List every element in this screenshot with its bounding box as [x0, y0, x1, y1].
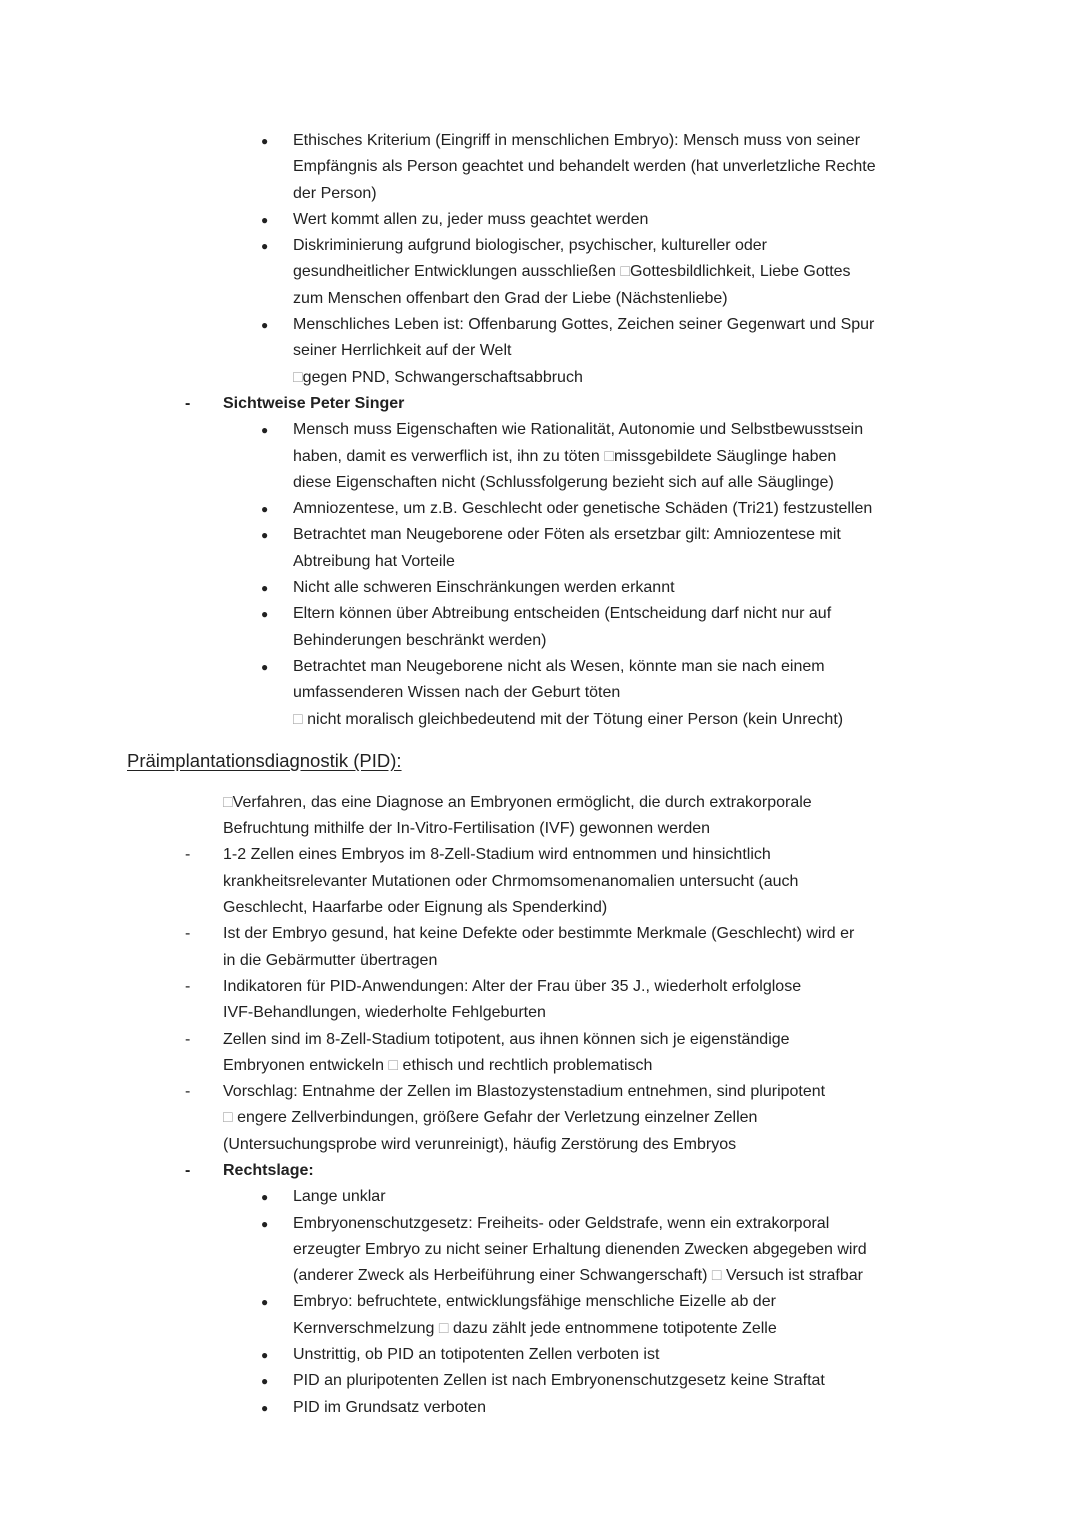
missing-glyph-box-icon: □: [293, 368, 303, 386]
item-text: Embryonenschutzgesetz: Freiheits- oder Geldstrafe, wenn ein extrakorporal erzeugter Embryo zu nicht seiner Erhaltung dienenden Zwecken abgegeben wird (anderer Zweck als Herbeiführung einer Schwangerschaft) □ Versuch ist strafbar: [293, 1214, 867, 1285]
bullet-marker-icon: ●: [261, 134, 269, 148]
missing-glyph-box-icon: □: [223, 793, 233, 811]
item-text: Ist der Embryo gesund, hat keine Defekte oder bestimmte Merkmale (Geschlecht) wird er in die Gebärmutter übertragen: [223, 925, 855, 969]
dash-item: [127, 1079, 970, 1158]
item-text: Zellen sind im 8-Zell-Stadium totipotent, aus ihnen können sich je eigenständige Embryonen entwickeln □ ethisch und rechtlich problematisch: [223, 1030, 790, 1074]
missing-glyph-box-icon: □: [620, 263, 630, 281]
item-text: Unstrittig, ob PID an totipotenten Zellen verboten ist: [293, 1346, 660, 1364]
dash-item: [127, 1027, 970, 1080]
bullet-item: [127, 1211, 970, 1290]
bullet-marker-icon: ●: [261, 1400, 269, 1415]
dash-item: [127, 842, 970, 921]
dash-marker-icon: -: [185, 1161, 191, 1179]
bullet-item: [127, 233, 970, 312]
section-heading: [127, 747, 970, 774]
item-text: 1-2 Zellen eines Embryos im 8-Zell-Stadium wird entnommen und hinsichtlich krankheitsrelevanter Mutationen oder Chrmomsomenanomalien untersucht (auch Geschlecht, Haarfarbe oder Eignung als Spenderkind): [223, 846, 799, 917]
item-text: PID an pluripotenten Zellen ist nach Embryonenschutzgesetz keine Straftat: [293, 1372, 825, 1390]
bullet-marker-icon: ●: [261, 607, 269, 622]
bullet-marker-icon: ●: [261, 212, 269, 227]
bullet-marker-icon: ●: [261, 1374, 269, 1389]
bullet-marker-icon: ●: [261, 318, 269, 333]
dash-marker-icon: -: [185, 925, 191, 943]
item-text: □Verfahren, das eine Diagnose an Embryonen ermöglicht, die durch extrakorporale Befruchtung mithilfe der In-Vitro-Fertilisation (IVF) gewonnen werden: [223, 793, 812, 838]
missing-glyph-box-icon: □: [293, 710, 303, 728]
bullet-item: [127, 312, 970, 391]
bullet-marker-icon: ●: [261, 528, 269, 543]
dash-marker-icon: -: [185, 394, 191, 412]
item-text: Rechtslage:: [223, 1161, 314, 1179]
bullet-item: [127, 1368, 970, 1394]
bullet-marker-icon: ●: [261, 1295, 269, 1310]
bullet-marker-icon: ●: [261, 239, 269, 254]
item-text: Mensch muss Eigenschaften wie Rationalität, Autonomie und Selbstbewusstsein haben, damit es verwerflich ist, ihn zu töten □missgebildete Säuglinge haben diese Eigenschaften nicht (Schlussfolgerung bezieht sich auf alle Säuglinge): [293, 421, 864, 491]
bullet-item: [127, 207, 970, 233]
item-text: Ethisches Kriterium (Eingriff in menschlichen Embryo): Mensch muss von seiner Empfängnis als Person geachtet und behandelt werden (hat unverletzliche Rechte der Person): [293, 132, 876, 202]
item-text: PID im Grundsatz verboten: [293, 1398, 486, 1416]
item-text: Eltern können über Abtreibung entscheiden (Entscheidung darf nicht nur auf Behinderungen beschränkt werden): [293, 605, 832, 649]
bullet-item: [127, 417, 970, 496]
bullet-marker-icon: ●: [261, 502, 269, 517]
item-text: Nicht alle schweren Einschränkungen werden erkannt: [293, 579, 675, 597]
item-text: Menschliches Leben ist: Offenbarung Gottes, Zeichen seiner Gegenwart und Spur seiner Herrlichkeit auf der Welt □gegen PND, Schwangerschaftsabbruch: [293, 316, 875, 386]
bullet-item: [127, 654, 970, 733]
missing-glyph-box-icon: □: [438, 1319, 449, 1337]
bullet-marker-icon: ●: [261, 659, 269, 674]
item-text: Amniozentese, um z.B. Geschlecht oder genetische Schäden (Tri21) festzustellen: [293, 500, 873, 518]
bullet-marker-icon: ●: [261, 1190, 269, 1205]
dash-marker-icon: -: [185, 1083, 191, 1101]
item-text: Betrachtet man Neugeborene oder Föten als ersetzbar gilt: Amniozentese mit Abtreibung hat Vorteile: [293, 526, 841, 570]
bullet-item: [127, 128, 970, 207]
bullet-item: [127, 1395, 970, 1421]
missing-glyph-box-icon: □: [604, 447, 614, 465]
dash-item: [127, 921, 970, 974]
bullet-item: [127, 1342, 970, 1368]
dash-item: [127, 974, 970, 1027]
item-text: Indikatoren für PID-Anwendungen: Alter der Frau über 35 J., wiederholt erfolglose IVF-Behandlungen, wiederholte Fehlgeburten: [223, 977, 802, 1022]
dash-marker-icon: -: [185, 977, 191, 995]
item-text: Vorschlag: Entnahme der Zellen im Blastozystenstadium entnehmen, sind pluripotent □ engere Zellverbindungen, größere Gefahr der Verletzung einzelner Zellen (Untersuchungsprobe wird verunreinigt), häufig Zerstörung des Embryos: [223, 1083, 826, 1153]
item-text: Embryo: befruchtete, entwicklungsfähige menschliche Eizelle ab der Kernverschmelzung □ dazu zählt jede entnommene totipotente Zelle: [293, 1293, 777, 1337]
plain-item: [127, 790, 970, 843]
bullet-marker-icon: ●: [261, 423, 269, 438]
bullet-marker-icon: ●: [261, 1348, 269, 1363]
item-text: Lange unklar: [293, 1188, 386, 1206]
document-content: [127, 128, 970, 1421]
item-text: Diskriminierung aufgrund biologischer, psychischer, kultureller oder gesundheitlicher Entwicklungen ausschließen □Gottesbildlichkeit, Liebe Gottes zum Menschen offenbart den Grad der Liebe (Nächstenliebe): [293, 237, 851, 307]
dash-marker-icon: -: [185, 1030, 191, 1048]
dash-marker-icon: -: [185, 846, 191, 864]
bullet-item: [127, 522, 970, 575]
dash-item: [127, 391, 970, 417]
bullet-item: [127, 575, 970, 601]
item-text: Betrachtet man Neugeborene nicht als Wesen, könnte man sie nach einem umfassenderen Wissen nach der Geburt töten □ nicht moralisch gleichbedeutend mit der Tötung einer Person (kein Unrecht): [293, 657, 844, 728]
missing-glyph-box-icon: □: [711, 1267, 722, 1285]
bullet-item: [127, 601, 970, 654]
bullet-item: [127, 1184, 970, 1210]
item-text: Wert kommt allen zu, jeder muss geachtet werden: [293, 210, 649, 228]
bullet-item: [127, 496, 970, 522]
bullet-marker-icon: ●: [261, 1216, 269, 1231]
dash-item: [127, 1158, 970, 1184]
bullet-marker-icon: ●: [261, 581, 269, 596]
item-text: Sichtweise Peter Singer: [223, 394, 405, 412]
missing-glyph-box-icon: □: [388, 1056, 399, 1074]
missing-glyph-box-icon: □: [223, 1109, 233, 1127]
bullet-item: [127, 1289, 970, 1342]
heading-text: Präimplantationsdiagnostik (PID):: [127, 749, 402, 771]
